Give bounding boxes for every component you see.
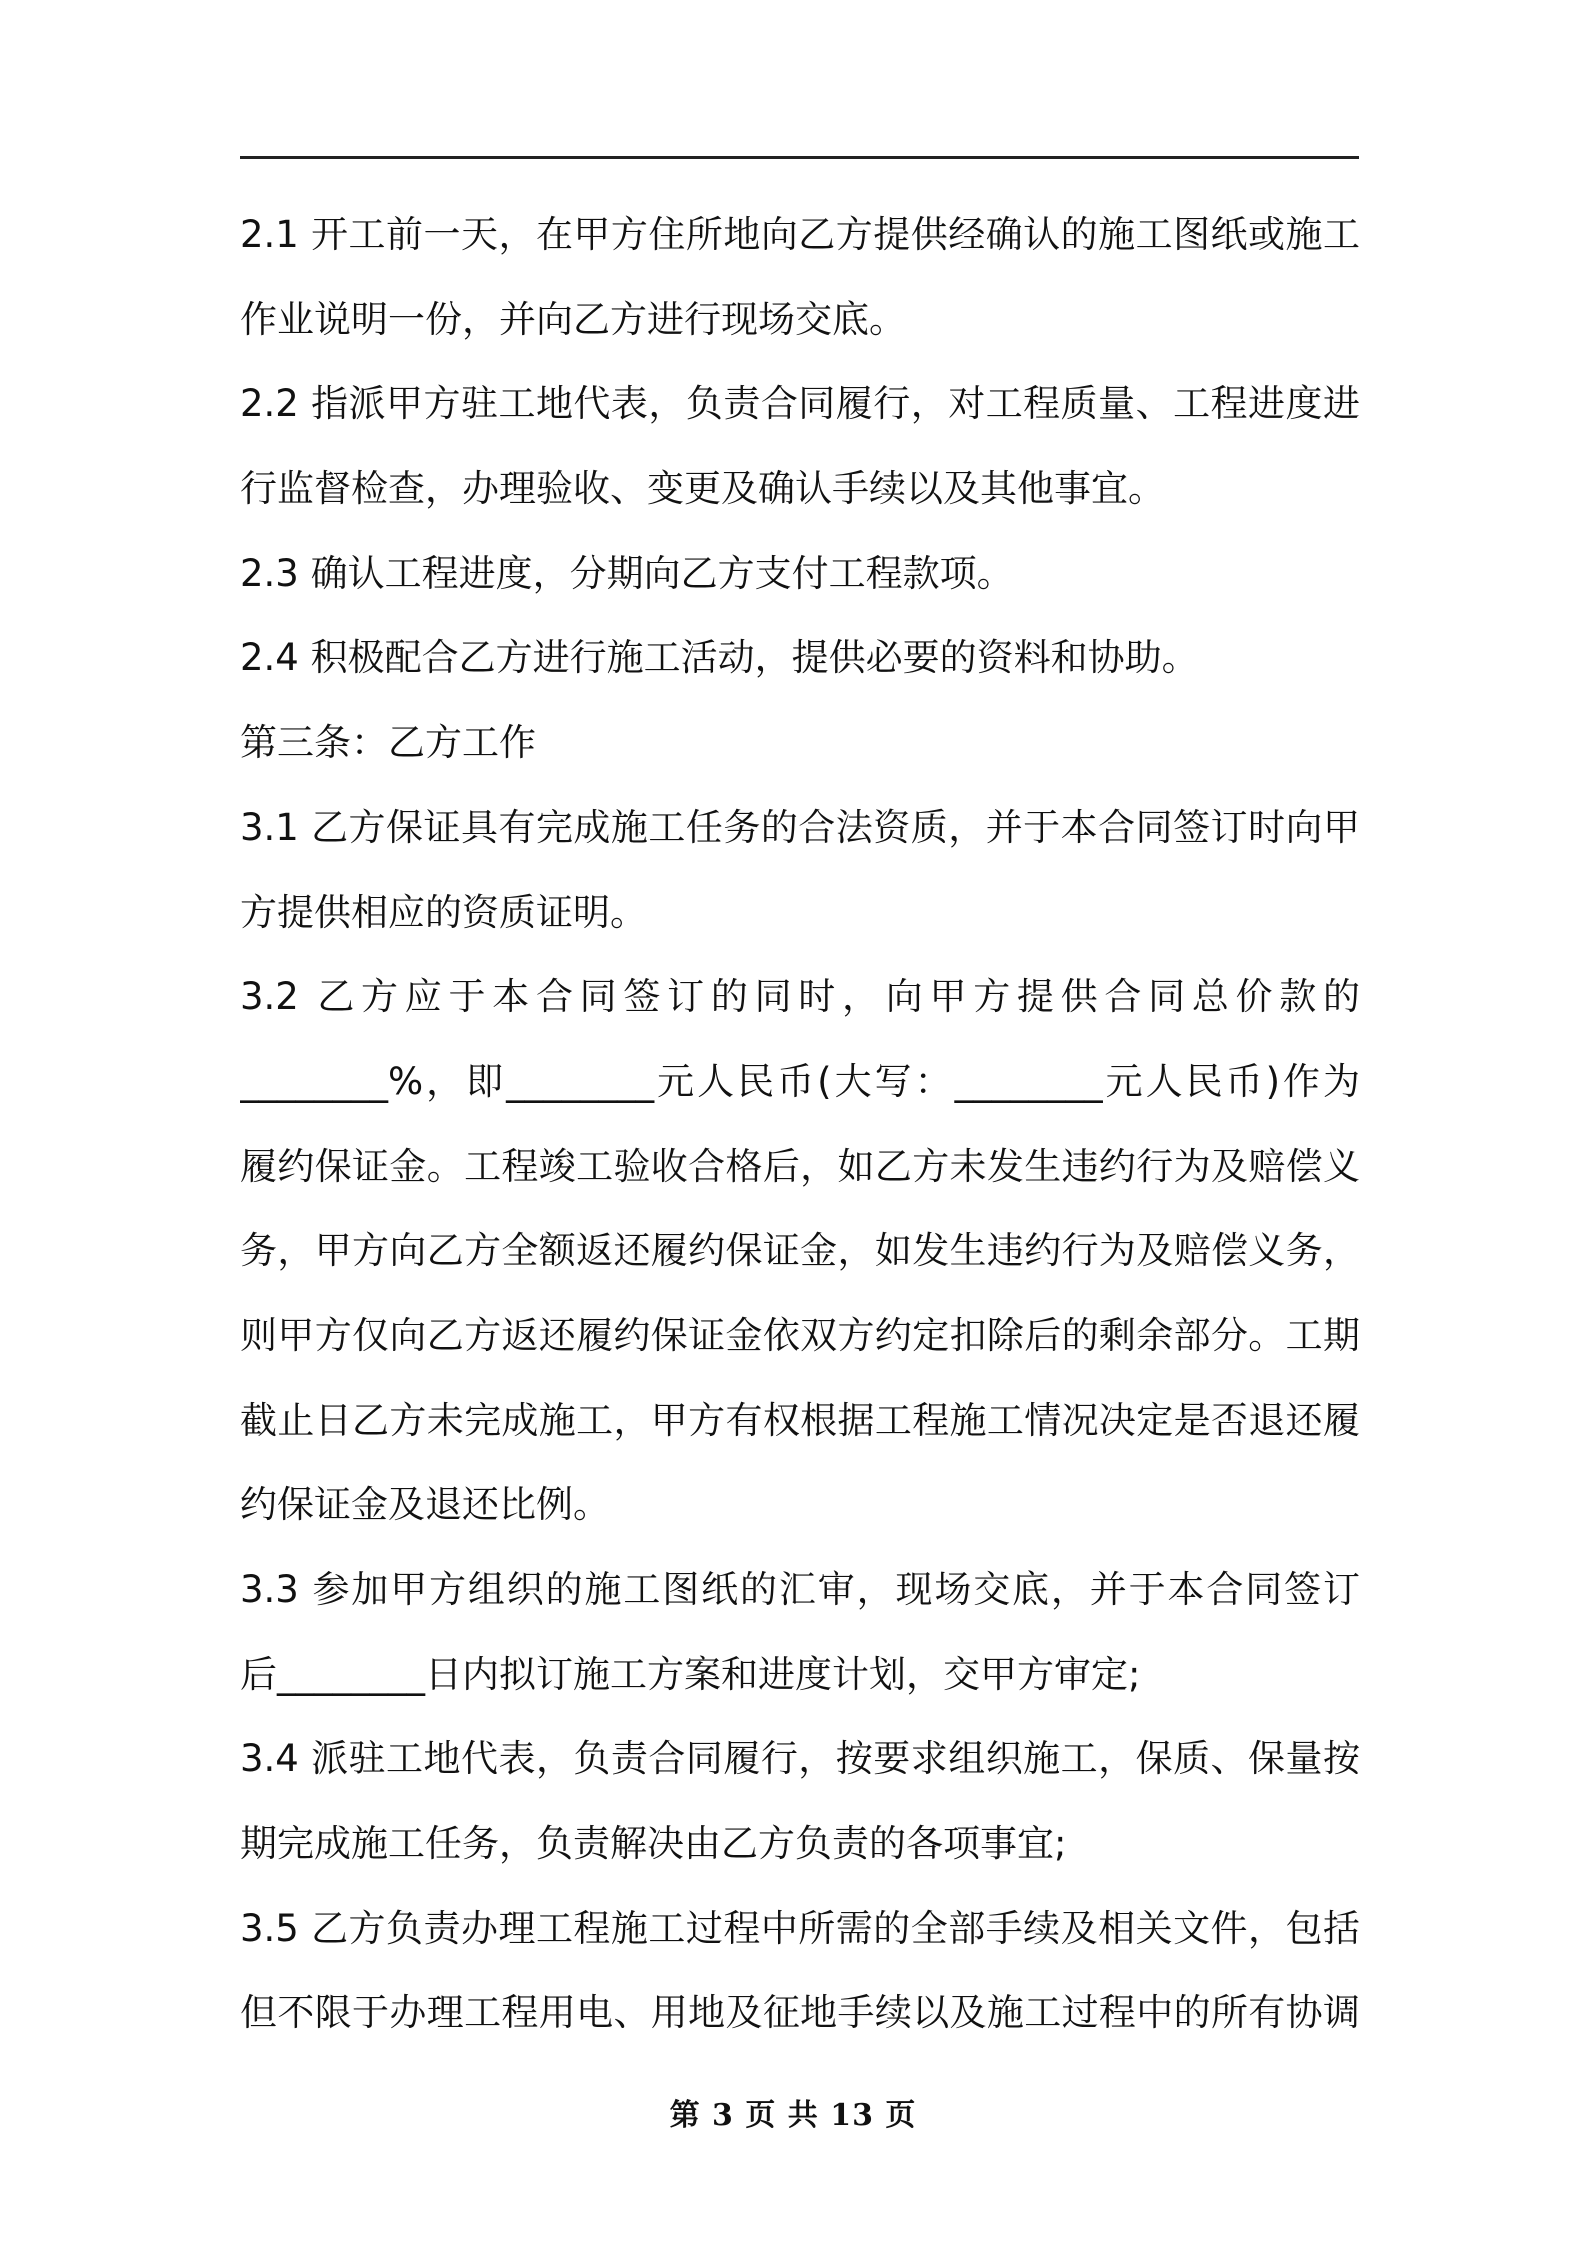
text-line: 3.1 乙方保证具有完成施工任务的合法资质，并于本合同签订时向甲	[240, 805, 1360, 849]
text-line: 约保证金及退还比例。	[240, 1483, 610, 1527]
text-line: 但不限于办理工程用电、用地及征地手续以及施工过程中的所有协调	[240, 1991, 1360, 2035]
text-line: 期完成施工任务，负责解决由乙方负责的各项事宜;	[240, 1822, 1067, 1866]
text-line: 2.3 确认工程进度，分期向乙方支付工程款项。	[240, 551, 1014, 595]
header-rule	[240, 156, 1359, 159]
text-line: 2.1 开工前一天，在甲方住所地向乙方提供经确认的施工图纸或施工	[240, 213, 1360, 256]
text-line: 则甲方仅向乙方返还履约保证金依双方约定扣除后的剩余部分。工期	[240, 1313, 1360, 1357]
text-line: 方提供相应的资质证明。	[240, 890, 647, 934]
text-line: 3.4 派驻工地代表，负责合同履行，按要求组织施工，保质、保量按	[240, 1737, 1360, 1781]
text-line: 3.5 乙方负责办理工程施工过程中所需的全部手续及相关文件，包括	[240, 1906, 1360, 1950]
document-body	[240, 193, 1360, 2056]
page-number: 第 3 页 共 13 页	[669, 2098, 917, 2133]
text-line: 后________日内拟订施工方案和进度计划，交甲方审定;	[240, 1652, 1141, 1696]
text-line: 履约保证金。工程竣工验收合格后，如乙方未发生违约行为及赔偿义	[240, 1144, 1360, 1188]
text-line: 2.4 积极配合乙方进行施工活动，提供必要的资料和协助。	[240, 636, 1199, 680]
section-heading: 第三条：乙方工作	[240, 721, 536, 765]
text-line: 作业说明一份，并向乙方进行现场交底。	[240, 297, 906, 341]
text-line: 务，甲方向乙方全额返还履约保证金，如发生违约行为及赔偿义务，	[240, 1229, 1360, 1273]
text-line: 2.2 指派甲方驻工地代表，负责合同履行，对工程质量、工程进度进	[240, 382, 1360, 426]
text-line: 3.2 乙方应于本合同签订的同时，向甲方提供合同总价款的	[240, 975, 1360, 1019]
text-line: 3.3 参加甲方组织的施工图纸的汇审，现场交底，并于本合同签订	[240, 1568, 1360, 1611]
text-line: 截止日乙方未完成施工，甲方有权根据工程施工情况决定是否退还履	[240, 1398, 1360, 1442]
text-line: 行监督检查，办理验收、变更及确认手续以及其他事宜。	[240, 467, 1165, 511]
text-line: ________%，即________元人民币(大写：________元人民币)作为	[240, 1059, 1360, 1103]
